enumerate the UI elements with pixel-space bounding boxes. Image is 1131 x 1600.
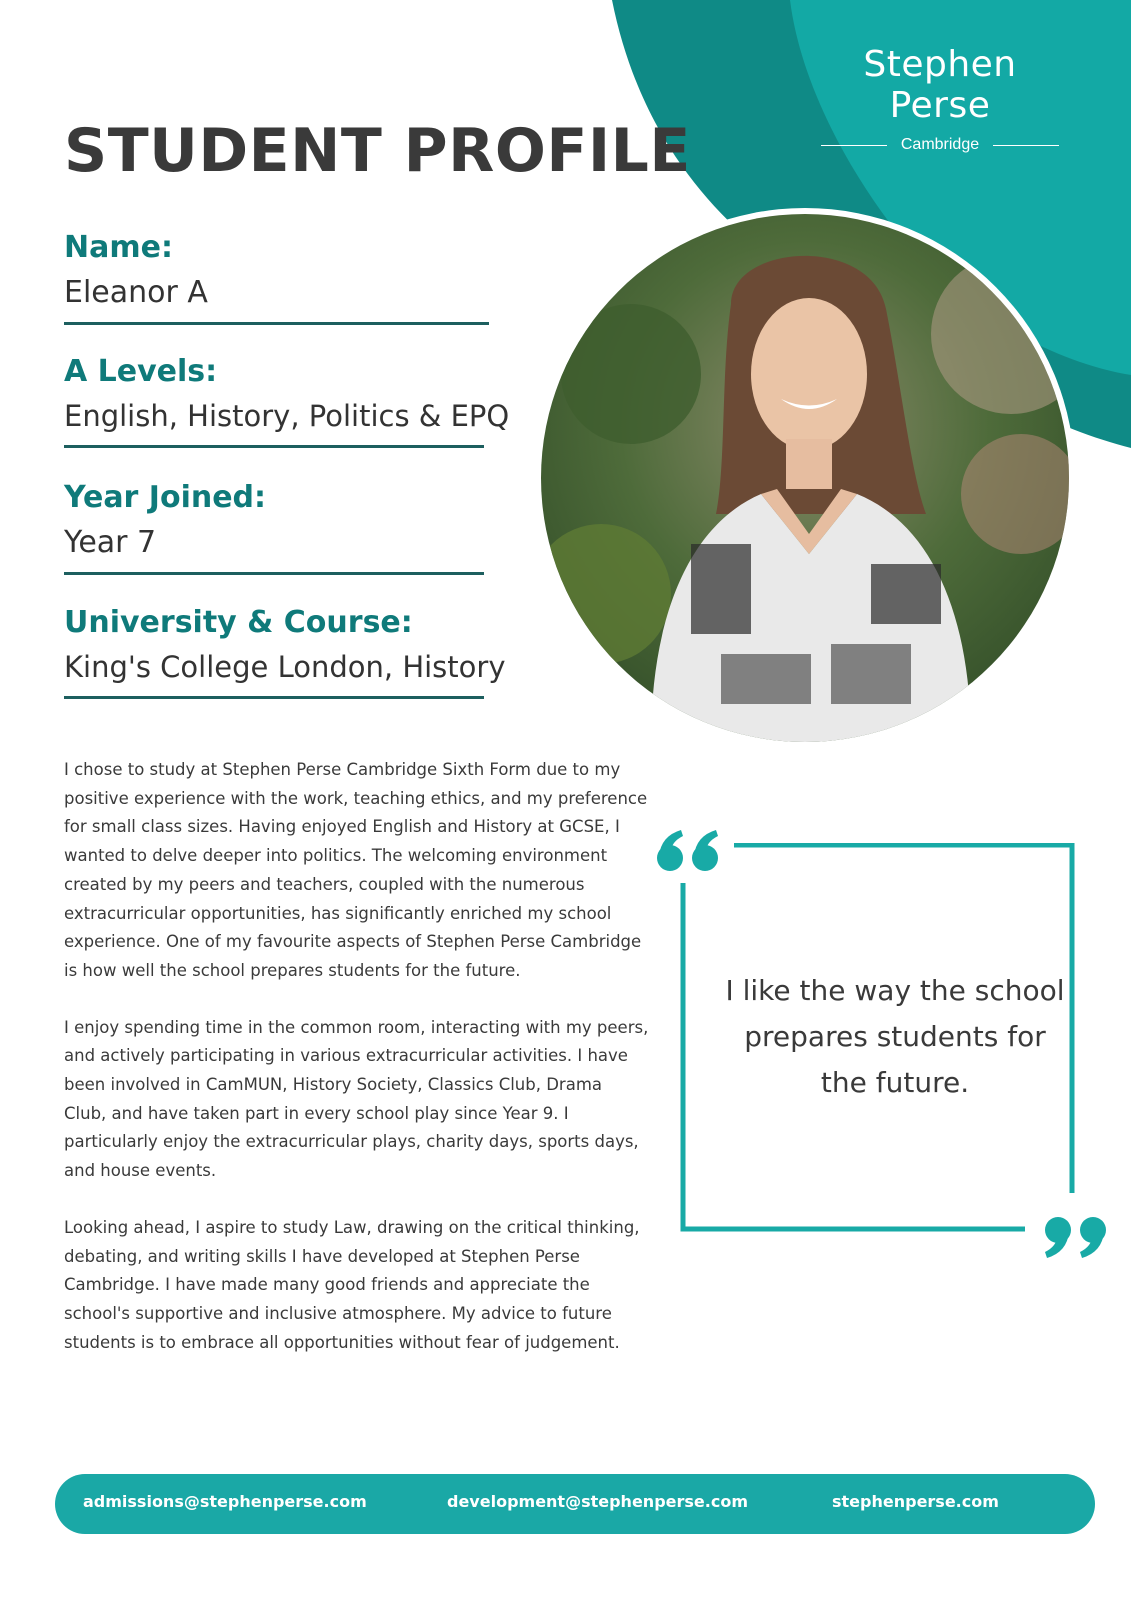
- student-photo-frame: [535, 208, 1075, 748]
- brand-name: Stephen Perse: [863, 44, 1017, 126]
- brand-sub-row: [810, 136, 1070, 154]
- field-alevels: [64, 354, 510, 448]
- field-alevels-value: English, History, Politics & EPQ: [64, 399, 510, 433]
- field-alevels-rule: [64, 445, 484, 448]
- open-quote-icon: [655, 828, 725, 878]
- field-university-label: University & Course:: [64, 605, 413, 640]
- field-year-rule: [64, 572, 484, 575]
- paragraph: I chose to study at Stephen Perse Cambridge Sixth Form due to my positive experience with the work, teaching ethics, and my preference for small class sizes. Having enjoyed English and History at GCSE, I wanted to delve deeper into politics. The welcoming environment created by my peers and teachers, coupled with the numerous extracurricular opportunities, has significantly enriched my school experience. One of my favourite aspects of Stephen Perse Cambridge is how well the school prepares students for the future.: [64, 760, 648, 980]
- footer-development-email[interactable]: development@stephenperse.com: [447, 1492, 748, 1511]
- paragraph: I enjoy spending time in the common room, interacting with my peers, and actively participating in various extracurricular activities. I have been involved in CamMUN, History Society, Classics Club, Drama Club, and have taken part in every school play since Year 9. I particularly enjoy the extracurricular plays, charity days, sports days, and house events.: [64, 1017, 649, 1181]
- field-name-value: Eleanor A: [64, 275, 208, 310]
- field-university-rule: [64, 696, 484, 699]
- profile-body: [64, 756, 649, 1385]
- field-year: [64, 480, 484, 575]
- page-title: STUDENT PROFILE: [64, 116, 691, 186]
- field-year-value: Year 7: [64, 525, 157, 560]
- brand-divider-left: [821, 145, 887, 146]
- field-year-label: Year Joined:: [64, 480, 267, 515]
- footer-bar: [55, 1474, 1095, 1534]
- field-university-value: King's College London, History: [64, 650, 506, 684]
- field-university: [64, 605, 506, 699]
- student-photo: [541, 214, 1069, 742]
- field-name-rule: [64, 322, 489, 325]
- paragraph: Looking ahead, I aspire to study Law, drawing on the critical thinking, debating, and writing skills I have developed at Stephen Perse Cambridge. I have made many good friends and appreciate the school's supportive and inclusive atmosphere. My advice to future students is to embrace all opportunities without fear of judgement.: [64, 1217, 640, 1352]
- brand-divider-right: [993, 145, 1059, 146]
- field-name-label: Name:: [64, 230, 173, 265]
- quote-text: I like the way the school prepares students for the future.: [725, 974, 1065, 1099]
- brand-logo: [810, 44, 1070, 154]
- footer-website-link[interactable]: stephenperse.com: [832, 1492, 999, 1511]
- student-portrait-icon: [541, 214, 1069, 742]
- brand-sub: Cambridge: [900, 136, 980, 153]
- field-name: [64, 230, 489, 325]
- footer-admissions-email[interactable]: admissions@stephenperse.com: [83, 1492, 367, 1511]
- field-alevels-label: A Levels:: [64, 354, 218, 389]
- close-quote-icon: [1040, 1212, 1110, 1262]
